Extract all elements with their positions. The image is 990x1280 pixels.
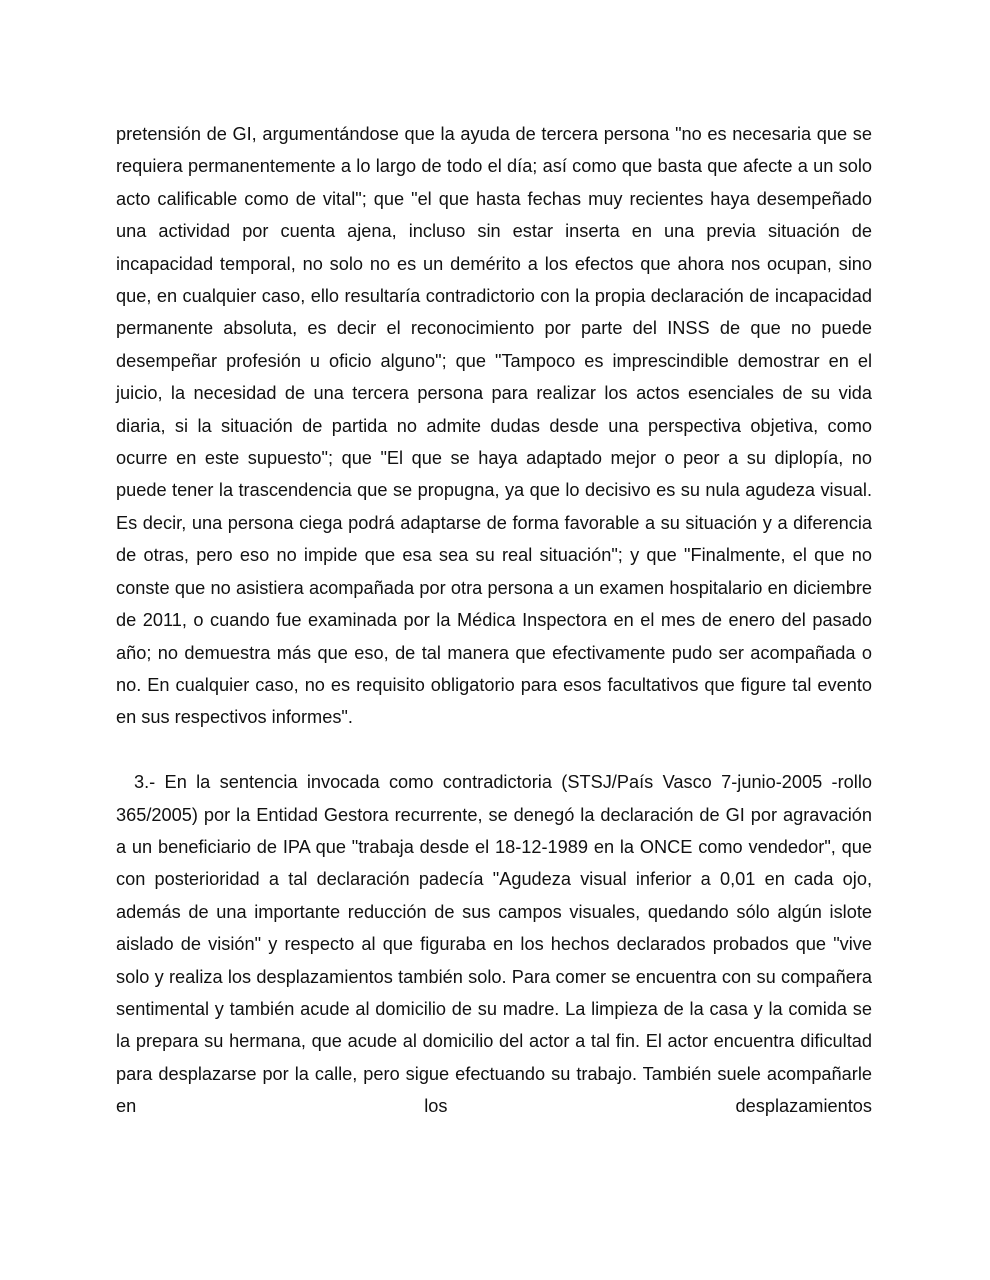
paragraph-spacer (116, 734, 872, 766)
document-page (116, 118, 872, 1123)
paragraph-contradictory-sentence: 3.- En la sentencia invocada como contradictoria (STSJ/País Vasco 7-junio-2005 -rollo 365/2005) por la Entidad Gestora recurrente, se denegó la declaración de GI por agravación a un beneficiario de IPA que "trabaja desde el 18-12-1989 en la ONCE como vendedor", que con posterioridad a tal declaración padecía "Agudeza visual inferior a 0,01 en cada ojo, además de una importante reducción de sus campos visuales, quedando sólo algún islote aislado de visión" y respecto al que figuraba en los hechos declarados probados que "vive solo y realiza los desplazamientos también solo. Para comer se encuentra con su compañera sentimental y también acude al domicilio de su madre. La limpieza de la casa y la comida se la prepara su hermana, que acude al domicilio del actor a tal fin. El actor encuentra dificultad para desplazarse por la calle, pero sigue efectuando su trabajo. También suele acompañarle en los desplazamientos (116, 772, 872, 1117)
paragraph-gi-arguments: pretensión de GI, argumentándose que la ayuda de tercera persona "no es necesaria que se requiera permanentemente a lo largo de todo el día; así como que basta que afecte a un solo acto calificable como de vital"; que "el que hasta fechas muy recientes haya desempeñado una actividad por cuenta ajena, incluso sin estar inserta en una previa situación de incapacidad temporal, no solo no es un demérito a los efectos que ahora nos ocupan, sino que, en cualquier caso, ello resultaría contradictorio con la propia declaración de incapacidad permanente absoluta, es decir el reconocimiento por parte del INSS de que no puede desempeñar profesión u oficio alguno"; que "Tampoco es imprescindible demostrar en el juicio, la necesidad de una tercera persona para realizar los actos esenciales de su vida diaria, si la situación de partida no admite dudas desde una perspectiva objetiva, como ocurre en este supuesto"; que "El que se haya adaptado mejor o peor a su diplopía, no puede tener la trascendencia que se propugna, ya que lo decisivo es su nula agudeza visual. Es decir, una persona ciega podrá adaptarse de forma favorable a su situación y a diferencia de otras, pero eso no impide que esa sea su real situación"; y que "Finalmente, el que no conste que no asistiera acompañada por otra persona a un examen hospitalario en diciembre de 2011, o cuando fue examinada por la Médica Inspectora en el mes de enero del pasado año; no demuestra más que eso, de tal manera que efectivamente pudo ser acompañada o no. En cualquier caso, no es requisito obligatorio para esos facultativos que figure tal evento en sus respectivos informes". (116, 124, 872, 728)
